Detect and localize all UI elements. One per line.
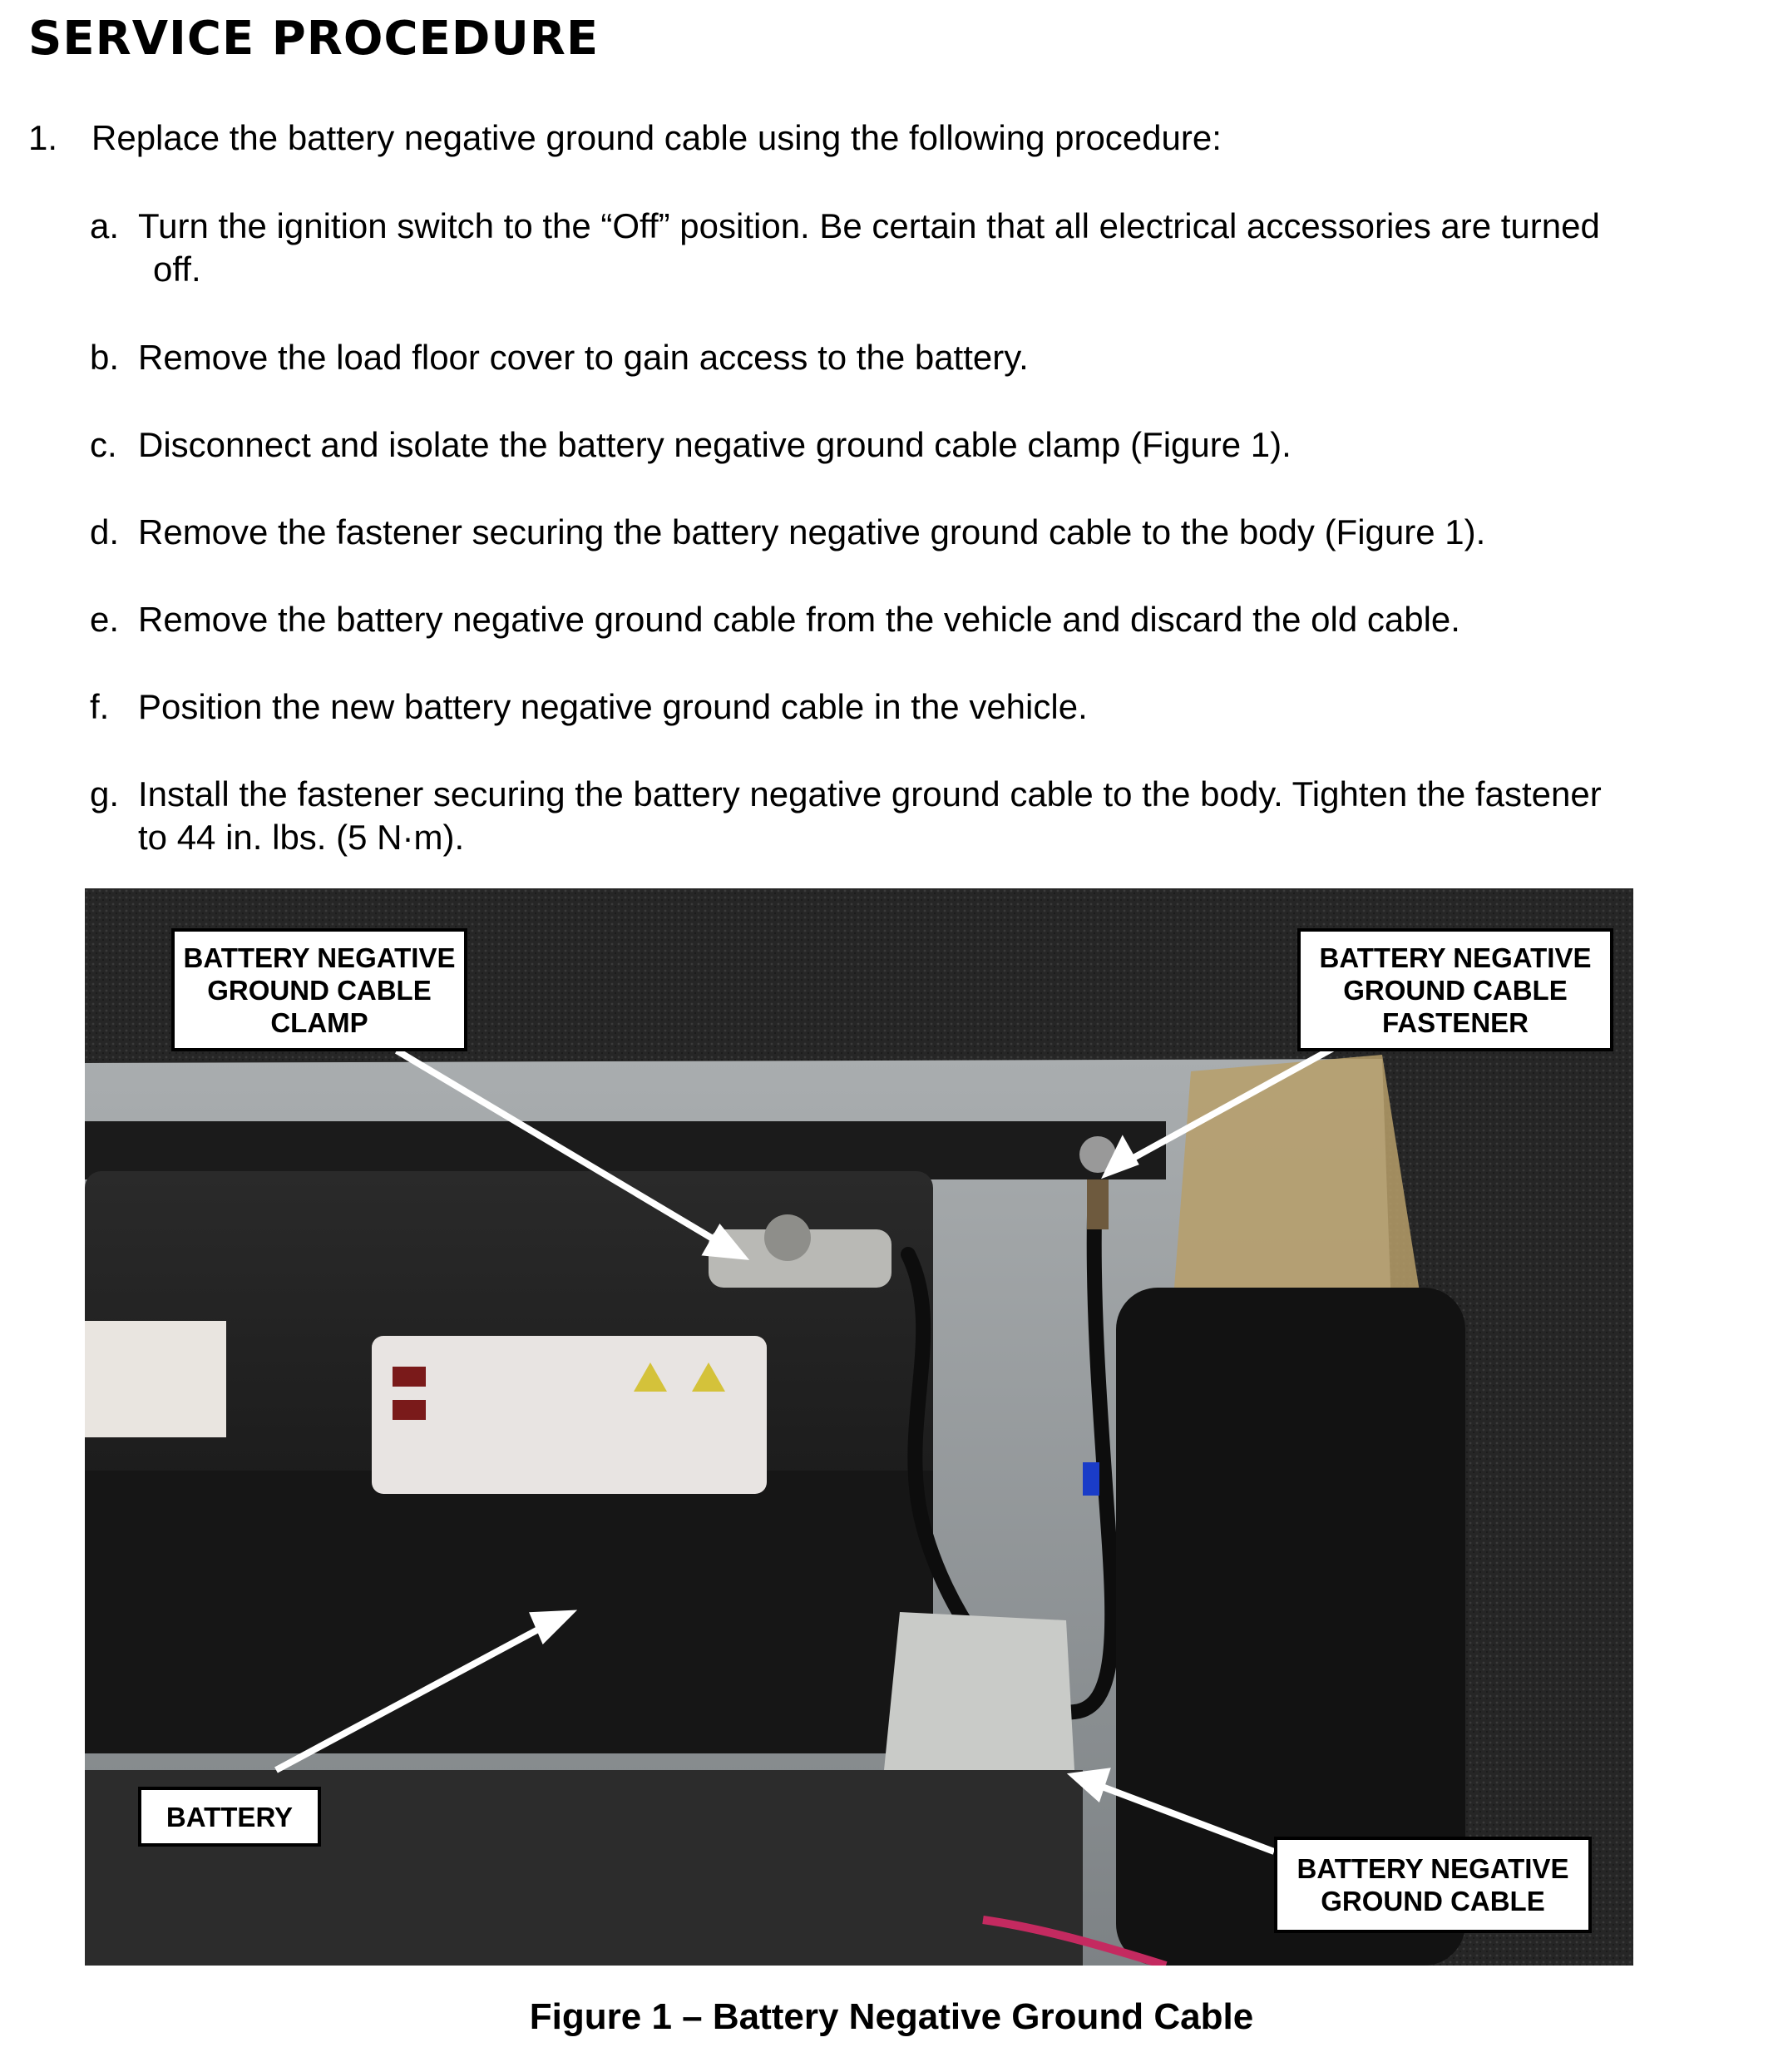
substep-text: Remove the battery negative ground cable from the vehicle and discard the old cable.	[138, 600, 1460, 639]
substep-e	[90, 598, 1753, 641]
callout-battery: BATTERY	[138, 1787, 321, 1847]
substep-letter: g.	[90, 774, 120, 813]
substep-a	[90, 205, 1753, 291]
substep-letter: b.	[90, 338, 120, 377]
substep-text: Remove the fastener securing the battery negative ground cable to the body (Figure 1).	[138, 512, 1486, 551]
substep-f	[90, 685, 1753, 729]
substep-letter: c.	[90, 425, 117, 464]
substep-text-continued: to 44 in. lbs. (5 N·m).	[138, 818, 465, 857]
substep-text: Position the new battery negative ground cable in the vehicle.	[138, 687, 1088, 726]
substep-letter: d.	[90, 512, 120, 551]
figure-battery-photo	[85, 888, 1633, 1966]
battery-label-left	[85, 1321, 226, 1437]
callout-clamp: BATTERY NEGATIVE GROUND CABLE CLAMP	[171, 928, 467, 1051]
callout-fastener: BATTERY NEGATIVE GROUND CABLE FASTENER	[1297, 928, 1613, 1051]
page-heading: SERVICE PROCEDURE	[28, 12, 600, 66]
figure-caption: Figure 1 – Battery Negative Ground Cable	[529, 1996, 1254, 2037]
substep-text-continued: off.	[153, 250, 201, 289]
substep-text: Install the fastener securing the battery negative ground cable to the body. Tighten the fastener	[138, 774, 1602, 813]
substep-d	[90, 511, 1753, 554]
step-text: Replace the battery negative ground cable using the following procedure:	[91, 118, 1222, 157]
battery-tray-top	[85, 1121, 1166, 1179]
substep-text: Turn the ignition switch to the “Off” position. Be certain that all electrical accessories are turned	[138, 206, 1600, 245]
battery-label-main	[372, 1336, 767, 1494]
substep-text: Remove the load floor cover to gain access to the battery.	[138, 338, 1029, 377]
substep-letter: f.	[90, 687, 110, 726]
substep-c	[90, 423, 1753, 467]
substep-g	[90, 773, 1753, 859]
step-number: 1.	[28, 118, 58, 157]
substep-text: Disconnect and isolate the battery negative ground cable clamp (Figure 1).	[138, 425, 1292, 464]
procedure-step-1	[28, 116, 1222, 160]
metal-bracket	[883, 1612, 1074, 1778]
substep-letter: a.	[90, 206, 120, 245]
callout-cable: BATTERY NEGATIVE GROUND CABLE	[1274, 1837, 1592, 1933]
substep-b	[90, 336, 1753, 379]
substep-letter: e.	[90, 600, 120, 639]
